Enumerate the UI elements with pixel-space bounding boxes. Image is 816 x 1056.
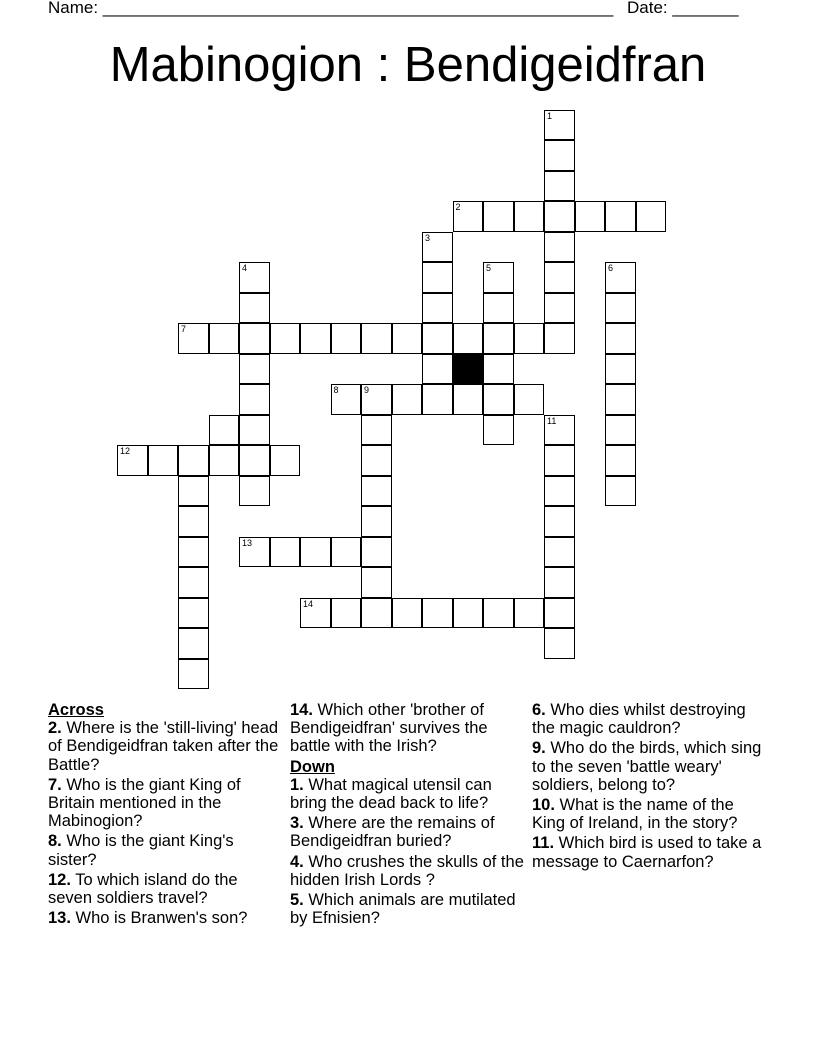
grid-cell[interactable] xyxy=(239,384,270,415)
clue-number: 6 xyxy=(608,263,614,273)
date-field-label: Date: _______ xyxy=(627,0,739,17)
grid-cell[interactable] xyxy=(392,384,423,415)
grid-cell[interactable] xyxy=(178,476,209,507)
grid-cell[interactable] xyxy=(300,598,331,629)
clue-column-2 xyxy=(290,701,526,929)
clue-number: 3 xyxy=(425,232,431,243)
clue-across-14: 14. Which other 'brother of Bendigeidfran' survives the battle with the Irish? xyxy=(290,701,488,756)
grid-cell[interactable] xyxy=(361,445,392,476)
clue-number: 7 xyxy=(181,324,187,334)
grid-cell[interactable] xyxy=(239,476,270,507)
grid-cell[interactable] xyxy=(605,262,636,293)
grid-cell[interactable] xyxy=(239,354,270,385)
grid-cell[interactable] xyxy=(422,323,453,354)
grid-cell[interactable] xyxy=(178,659,209,690)
grid-cell[interactable] xyxy=(270,537,301,568)
grid-cell[interactable] xyxy=(483,262,514,293)
grid-cell[interactable] xyxy=(514,384,545,415)
grid-cell[interactable] xyxy=(544,293,575,324)
clue-number: 2 xyxy=(455,202,461,212)
grid-cell[interactable] xyxy=(209,415,240,446)
grid-cell[interactable] xyxy=(422,598,453,629)
grid-cell[interactable] xyxy=(361,537,392,568)
grid-cell[interactable] xyxy=(178,537,209,568)
grid-cell[interactable] xyxy=(544,262,575,293)
grid-cell[interactable] xyxy=(270,445,301,476)
grid-cell[interactable] xyxy=(178,506,209,537)
grid-cell[interactable] xyxy=(270,323,301,354)
grid-cell[interactable] xyxy=(209,445,240,476)
grid-cell[interactable] xyxy=(514,323,545,354)
grid-cell[interactable] xyxy=(483,354,514,385)
grid-cell[interactable] xyxy=(331,598,362,629)
grid-cell[interactable] xyxy=(300,537,331,568)
grid-cell[interactable] xyxy=(544,537,575,568)
grid-cell[interactable] xyxy=(605,384,636,415)
grid-cell[interactable] xyxy=(605,201,636,232)
grid-cell[interactable] xyxy=(544,201,575,232)
grid-cell[interactable] xyxy=(178,598,209,629)
grid-cell[interactable] xyxy=(544,506,575,537)
grid-cell[interactable] xyxy=(483,323,514,354)
grid-cell[interactable] xyxy=(422,232,453,263)
clue-number: 11 xyxy=(547,415,557,426)
grid-cell[interactable] xyxy=(331,323,362,354)
clue-down-6: 6. Who dies whilst destroying the magic cauldron? xyxy=(532,701,746,738)
grid-cell[interactable] xyxy=(361,506,392,537)
grid-cell[interactable] xyxy=(605,293,636,324)
grid-cell[interactable] xyxy=(239,323,270,354)
grid-cell[interactable] xyxy=(392,323,423,354)
grid-cell[interactable] xyxy=(483,201,514,232)
grid-cell[interactable] xyxy=(544,415,575,446)
grid-cell[interactable] xyxy=(514,598,545,629)
clue-down-1: 1. What magical utensil can bring the dead back to life? xyxy=(290,775,492,813)
grid-cell[interactable] xyxy=(453,384,484,415)
grid-cell[interactable] xyxy=(361,415,392,446)
grid-cell[interactable] xyxy=(239,445,270,476)
grid-cell[interactable] xyxy=(483,415,514,446)
clue-down-9: 9. Who do the birds, which sing to the seven 'battle weary' soldiers, belong to? xyxy=(532,739,762,794)
grid-cell[interactable] xyxy=(148,445,179,476)
page-title: Mabinogion : Bendigeidfran xyxy=(109,38,707,92)
grid-cell[interactable] xyxy=(453,201,484,232)
grid-cell[interactable] xyxy=(422,384,453,415)
grid-cell[interactable] xyxy=(239,293,270,324)
clue-across-12: 12. To which island do the seven soldiers travel? xyxy=(48,870,238,908)
grid-cell[interactable] xyxy=(331,537,362,568)
grid-cell[interactable] xyxy=(483,598,514,629)
clue-across-8: 8. Who is the giant King's sister? xyxy=(48,832,234,869)
grid-cell[interactable] xyxy=(605,476,636,507)
clue-number: 13 xyxy=(242,537,253,548)
clue-number: 14 xyxy=(303,598,314,609)
across-heading: Across xyxy=(48,701,104,719)
grid-cell[interactable] xyxy=(239,537,270,568)
grid-cell[interactable] xyxy=(178,628,209,659)
grid-cell[interactable] xyxy=(331,384,362,415)
clue-down-3: 3. Where are the remains of Bendigeidfran buried? xyxy=(290,814,495,851)
clue-across-13: 13. Who is Branwen's son? xyxy=(48,909,248,928)
grid-cell[interactable] xyxy=(453,323,484,354)
grid-cell[interactable] xyxy=(605,354,636,385)
grid-cell[interactable] xyxy=(544,598,575,629)
grid-cell[interactable] xyxy=(361,323,392,354)
grid-cell[interactable] xyxy=(422,354,453,385)
grid-cell[interactable] xyxy=(605,415,636,446)
black-square xyxy=(453,354,484,385)
name-field-label: Name: ______________________________________________________ xyxy=(48,0,614,17)
grid-cell[interactable] xyxy=(544,476,575,507)
grid-cell[interactable] xyxy=(544,171,575,202)
grid-cell[interactable] xyxy=(422,293,453,324)
clue-number: 8 xyxy=(333,385,339,395)
grid-cell[interactable] xyxy=(361,567,392,598)
clue-down-11: 11. Which bird is used to take a message to Caernarfon? xyxy=(532,834,762,871)
clue-across-7: 7. Who is the giant King of Britain mentioned in the Mabinogion? xyxy=(48,775,241,831)
grid-cell[interactable] xyxy=(392,598,423,629)
grid-cell[interactable] xyxy=(361,598,392,629)
grid-cell[interactable] xyxy=(239,415,270,446)
grid-cell[interactable] xyxy=(178,445,209,476)
grid-cell[interactable] xyxy=(544,232,575,263)
clue-column-3 xyxy=(532,701,762,873)
grid-cell[interactable] xyxy=(483,384,514,415)
grid-cell[interactable] xyxy=(453,598,484,629)
grid-cell[interactable] xyxy=(544,140,575,171)
clue-number: 4 xyxy=(242,263,248,273)
grid-cell[interactable] xyxy=(361,384,392,415)
clue-down-10: 10. What is the name of the King of Ireland, in the story? xyxy=(532,796,738,833)
clue-number: 1 xyxy=(547,110,553,121)
clue-number: 12 xyxy=(120,446,131,456)
grid-cell[interactable] xyxy=(117,445,148,476)
grid-cell[interactable] xyxy=(544,628,575,659)
grid-cell[interactable] xyxy=(544,567,575,598)
grid-cell[interactable] xyxy=(636,201,667,232)
grid-cell[interactable] xyxy=(300,323,331,354)
grid-cell[interactable] xyxy=(178,323,209,354)
clue-across-2: 2. Where is the 'still-living' head of Bendigeidfran taken after the Battle? xyxy=(48,719,279,774)
grid-cell[interactable] xyxy=(361,476,392,507)
grid-cell[interactable] xyxy=(605,323,636,354)
grid-cell[interactable] xyxy=(514,201,545,232)
grid-cell[interactable] xyxy=(239,262,270,293)
grid-cell[interactable] xyxy=(575,201,606,232)
grid-cell[interactable] xyxy=(544,323,575,354)
clue-number: 9 xyxy=(364,385,370,395)
grid-cell[interactable] xyxy=(178,567,209,598)
clue-number: 5 xyxy=(486,263,492,273)
grid-cell[interactable] xyxy=(605,445,636,476)
clue-column-1 xyxy=(48,701,284,929)
grid-cell[interactable] xyxy=(209,323,240,354)
grid-cell[interactable] xyxy=(422,262,453,293)
clue-down-4: 4. Who crushes the skulls of the hidden Irish Lords ? xyxy=(290,852,524,889)
grid-cell[interactable] xyxy=(544,445,575,476)
down-heading: Down xyxy=(290,757,335,776)
grid-cell[interactable] xyxy=(483,293,514,324)
clue-down-5: 5. Which animals are mutilated by Efnisien? xyxy=(290,891,516,928)
grid-cell[interactable] xyxy=(544,110,575,141)
